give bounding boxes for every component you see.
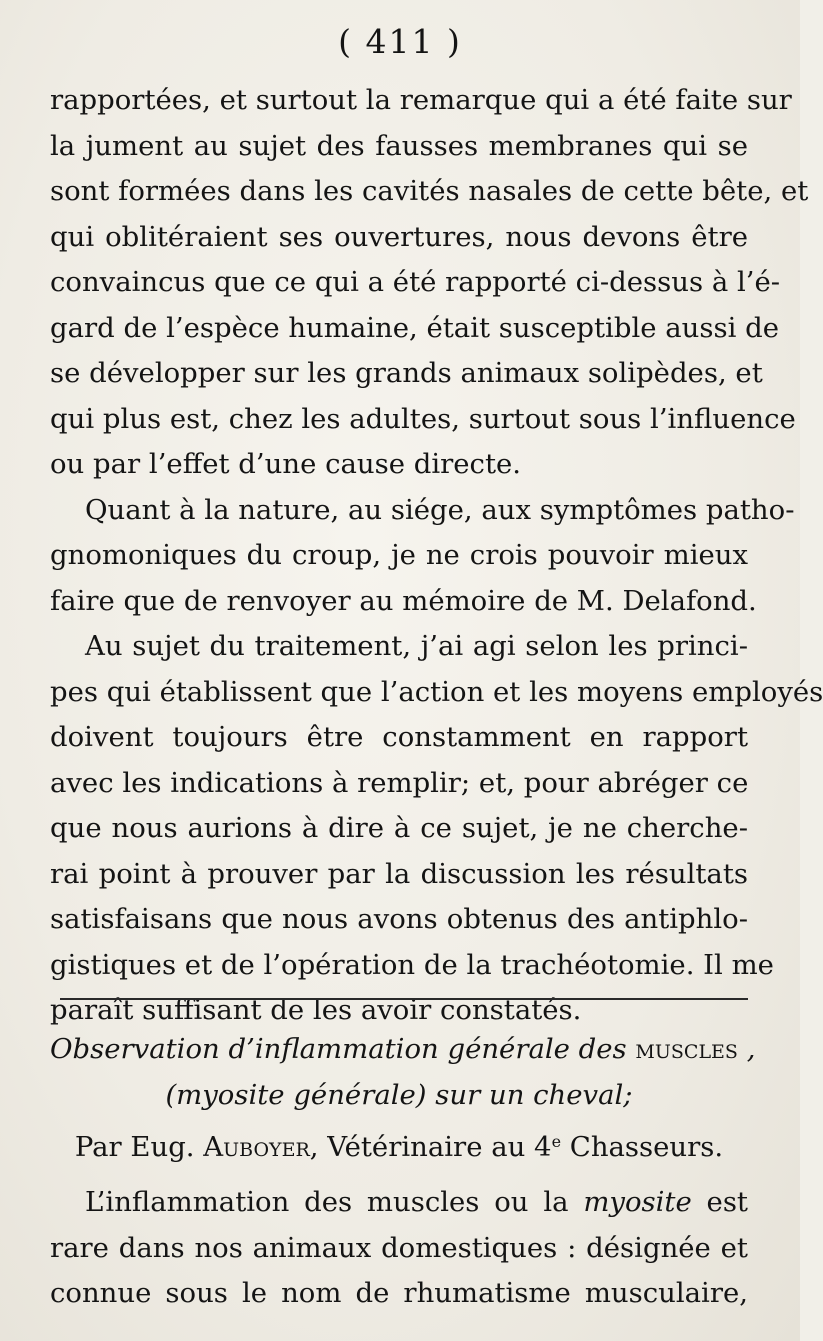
text-line: pes qui établissent que l’action et les moyens employés [50,675,823,708]
text-line: qui oblitéraient ses ouvertures, nous devons être [50,220,748,253]
text-line: la jument au sujet des fausses membranes qui se [50,129,748,162]
text-line: que nous aurions à dire à ce sujet, je ne cherche- [50,812,748,844]
section-divider [60,998,748,1000]
text-line: se développer sur les grands animaux solipèdes, et [50,357,763,389]
text-line: gnomoniques du croup, je ne crois pouvoir mieux [50,539,748,571]
title-line: (myosite générale) sur un cheval; [165,1078,633,1111]
author-name: Auboyer [203,1131,310,1163]
text-line: avec les indications à remplir; et, pour abréger ce [50,766,749,799]
page-number: ( 411 ) [338,22,462,61]
text-line: Au sujet du traitement, j’ai agi selon les princi- [85,630,748,662]
text-line: doivent toujours être constamment en rapport [50,721,748,753]
text-line: paraît suffisant de les avoir constatés. [50,994,582,1026]
text-line: rare dans nos animaux domestiques : désignée et [50,1231,748,1264]
title-line: Observation d’inflammation générale des muscles , [50,1033,756,1065]
text-line: gard de l’espèce humaine, était susceptible aussi de [50,311,780,344]
body-text [50,78,823,1034]
text-line: rapportées, et surtout la remarque qui a été faite sur [50,84,792,116]
text-line: Quant à la nature, au siége, aux symptômes patho- [85,493,795,526]
italic-term: myosite [583,1186,692,1218]
ordinal-suffix: e [551,1132,562,1151]
text-line: connue sous le nom de rhumatisme musculaire, [50,1277,748,1309]
article-byline: Par Eug. Auboyer, Vétérinaire au 4e Chasseurs. [74,1131,724,1163]
title-small-caps: muscles [635,1033,738,1065]
text-line: sont formées dans les cavités nasales de cette bête, et [50,175,809,207]
text-line: ou par l’effet d’une cause directe. [50,448,522,480]
article-intro [50,1180,748,1317]
text-line: convaincus que ce qui a été rapporté ci-dessus à l’é- [50,266,781,298]
text-line: gistiques et de l’opération de la trachéotomie. Il me [50,948,774,981]
text-line: faire que de renvoyer au mémoire de M. Delafond. [50,584,757,617]
text-line: L’inflammation des muscles ou la myosite est [85,1186,748,1218]
text-line: qui plus est, chez les adultes, surtout sous l’influence [50,402,796,435]
text-line: rai point à prouver par la discussion les résultats [50,857,748,890]
text-line: satisfaisans que nous avons obtenus des antiphlo- [50,903,748,935]
article-title [50,1027,756,1118]
